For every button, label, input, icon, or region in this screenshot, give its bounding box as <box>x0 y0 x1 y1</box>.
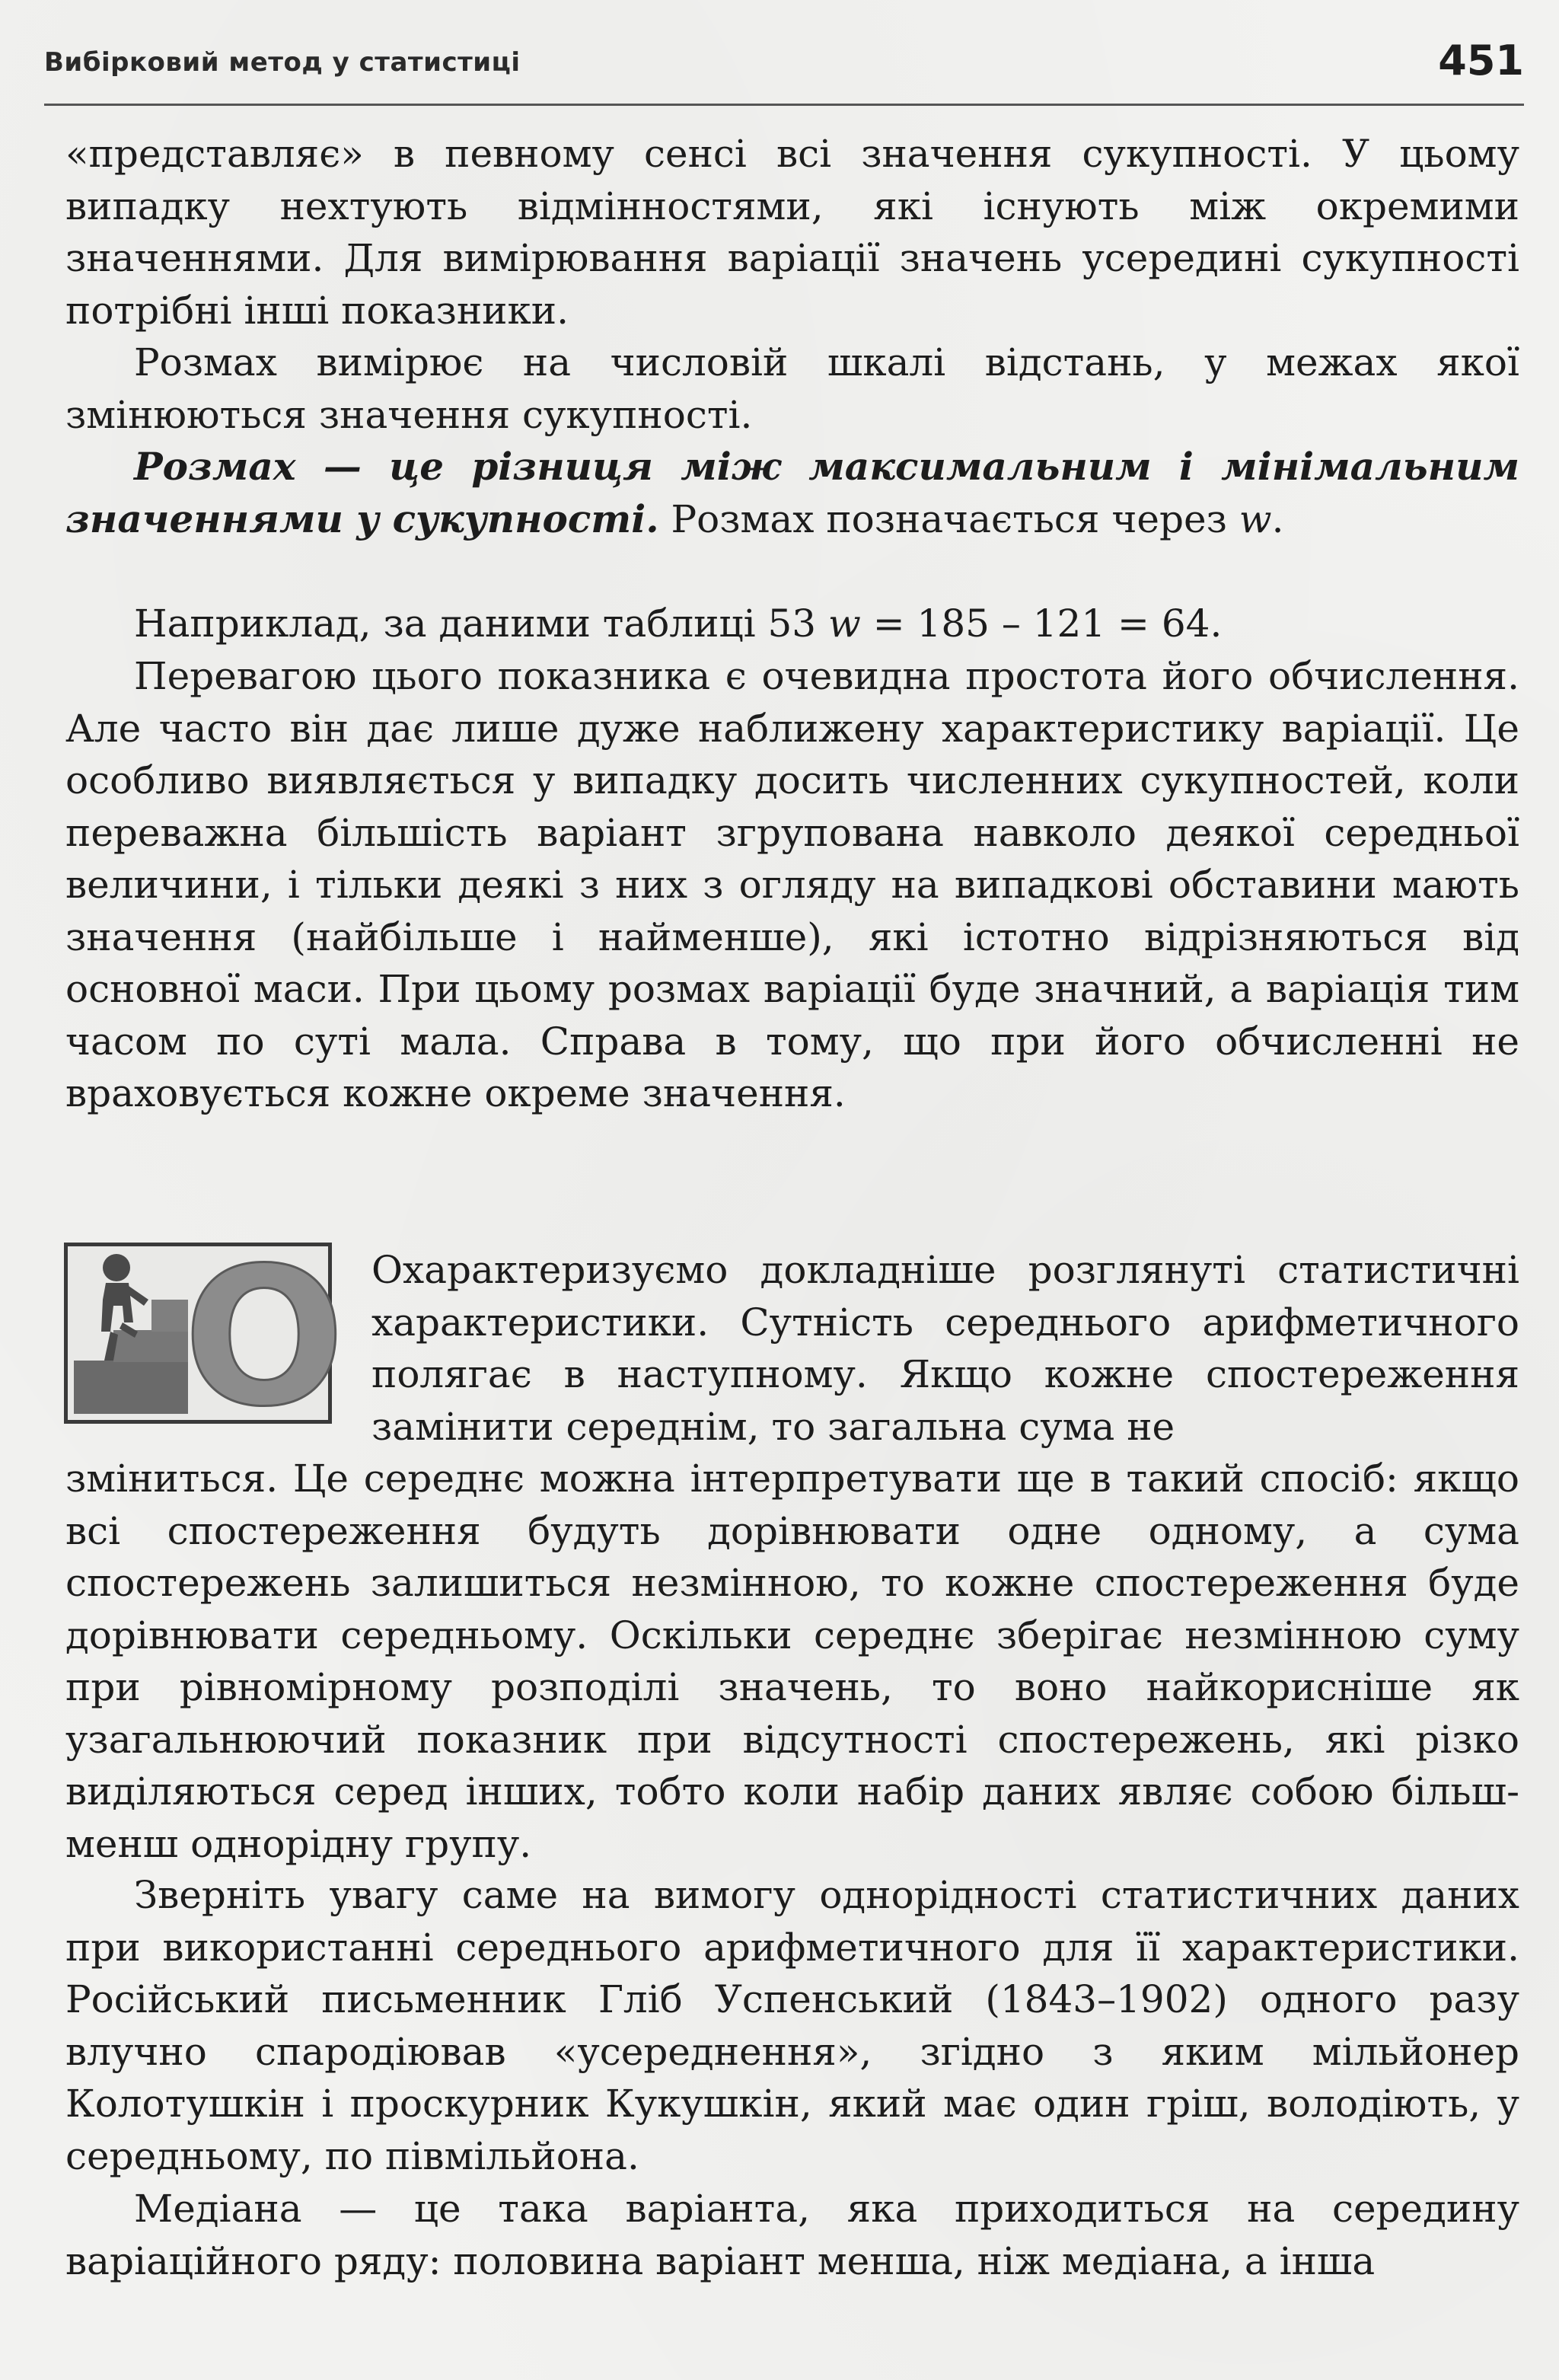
paragraph-continuation <box>65 128 1519 337</box>
paragraph-text: Перевагою цього показника є очевидна простота його обчислення. Але часто він дає лише дуже наближену характеристику варіації. Це особливо виявляється у випадку досить численних сукупностей, коли переважна більшість варіант згрупована навколо деякої середньої величини, і тільки деякі з них з огляду на випадкові обставини мають значення (найбільше і найменше), які істотно відрізняються від основної маси. При цьому розмах варіації буде значний, а варіація тим часом по суті мала. Справа в тому, що при його обчисленні не враховується кожне окреме значення. <box>65 654 1519 1115</box>
observation-icon <box>64 1227 346 1448</box>
paragraph-text: Розмах вимірює на числовій шкалі відстань, у межах якої змінюються значення сукупності. <box>65 340 1519 437</box>
variable-w: w <box>828 601 861 646</box>
paragraph-range-advantages <box>65 650 1519 1120</box>
paragraph-text: «представляє» в певному сенсі всі значення сукупності. У цьому випадку нехтують відмінностями, які існують між окремими значеннями. Для вимірювання варіації значень усередині сукупності потрібні інші показники. <box>65 132 1519 333</box>
header-divider <box>44 104 1524 106</box>
running-title: Вибірковий метод у статистиці <box>44 47 521 78</box>
paragraph-range-intro <box>65 337 1519 441</box>
paragraph-text: Наприклад, за даними таблиці 53 <box>134 601 829 646</box>
paragraph-text: = 185 – 121 = 64. <box>860 601 1223 646</box>
paragraph-wrap-lead <box>371 1244 1519 1453</box>
definition-text: Розмах — це різниця між максимальним і мінімальним значеннями у сукупності. <box>65 444 1519 541</box>
paragraph-text: . <box>1271 496 1284 541</box>
paragraph-median <box>65 2183 1519 2287</box>
paragraph-text: Медіана — це така варіанта, яка приходиться на середину варіаційного ряду: половина варіант менша, ніж медіана, а інша <box>65 2187 1519 2283</box>
paragraph-text: зміниться. Це середнє можна інтерпретувати ще в такий спосіб: якщо всі спостереження будуть дорівнювати одне одному, а сума спостережень залишиться незмінною, то кожне спостереження буде дорівнювати середньому. Оскільки середнє зберігає незмінною суму при рівномірному розподілі значень, то воно найкорисніше як узагальнюючий показник при відсутності спостережень, які різко виділяються серед інших, тобто коли набір даних являє собою більш-менш однорідну групу. <box>65 1456 1519 1866</box>
variable-w: w <box>1239 496 1272 541</box>
paragraph-range-example <box>65 598 1519 650</box>
paragraph-text: Розмах позначається через <box>658 496 1239 541</box>
paragraph-text: Зверніть увагу саме на вимогу однорідності статистичних даних при використанні середнього арифметичного для її характеристики. Російський письменник Гліб Успенський (1843–1902) одного разу влучно спародіював «усереднення», згідно з яким мільйонер Колотушкін і проскурник Кукушкін, який має один гріш, володіють, у середньому, по півмільйона. <box>65 1873 1519 2178</box>
icon-letter: O <box>183 1227 346 1448</box>
paragraph-text: Охарактеризуємо докладніше розглянуті статистичні характеристики. Сутність середнього арифметичного полягає в наступному. Якщо кожне спостереження замінити середнім, то загальна сума не <box>371 1248 1519 1449</box>
paragraph-homogeneity <box>65 1869 1519 2182</box>
person-on-steps-icon <box>68 1227 346 1448</box>
paragraph-mean-interpretation <box>65 1453 1519 1870</box>
page-number: 451 <box>1438 37 1524 85</box>
paragraph-range-definition <box>65 441 1519 545</box>
